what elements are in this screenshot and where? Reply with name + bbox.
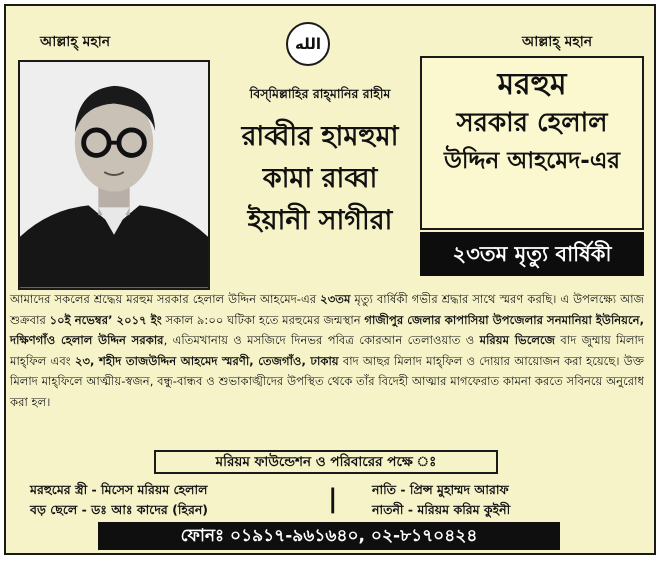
allah-emblem-icon bbox=[286, 22, 330, 66]
family-separator: | bbox=[328, 484, 338, 514]
family-left-column bbox=[30, 480, 208, 520]
body-segment: সকাল ৯:০০ ঘটিকা হতে মরহুমের জন্মস্থান bbox=[161, 312, 365, 327]
announcement-paragraph bbox=[10, 289, 644, 413]
portrait-photo bbox=[18, 60, 210, 290]
body-segment: , এতিমখানায় ও মসজিদে দিনভর পবিত্র কোরআন তেলাওয়াত ও bbox=[163, 333, 480, 348]
wife-line: মরহুমের স্ত্রী - মিসেস মরিয়ম হেলাল bbox=[30, 482, 208, 497]
title-line-1: মরহুম bbox=[497, 67, 567, 102]
bismillah-text: বিস্‌মিল্লাহির রাহ্‌মানির রাহীম bbox=[249, 86, 391, 101]
prayer-line-1: রাব্বীর হামহুমা bbox=[241, 121, 399, 152]
body-bold-segment: ২৩, শহীদ তাজউদ্দিন আহমেদ স্মরণী, তেজগাঁও, ঢাকায় bbox=[74, 353, 339, 368]
granddaughter-line: নাতনী - মরিয়ম করিম কুইনী bbox=[372, 502, 511, 517]
svg-text:الله: الله bbox=[295, 35, 321, 53]
grandson-line: নাতি - প্রিন্স মুহাম্মদ আরাফ bbox=[372, 482, 509, 497]
body-segment: বাদ জুম্মায় মিলাদ মাহ্‌ফিল এবং bbox=[10, 333, 644, 368]
body-segment: বাদ আছর মিলাদ মাহ্‌ফিল ও দোয়ার আয়োজন করা হয়েছে। উক্ত মিলাদ মাহ্‌ফিলে আত্মীয়-স্বজন, বন্ধু-বান্ধব ও শুভাকাঙ্খীদের উপস্থিত থেকে তাঁর বিদেহী আত্মার মাগফেরাত কামনা করতে সবিনয়ে অনুরোধ করা হল। bbox=[10, 353, 644, 409]
body-bold-segment: ২৩তম bbox=[320, 292, 351, 306]
body-bold-segment: ১০ই নভেম্বর’ ২০১৭ ইং bbox=[49, 312, 162, 327]
body-bold-segment: মরিয়ম ভিলেজে bbox=[479, 333, 556, 348]
prayer-line-2: কামা রাব্বা bbox=[262, 163, 378, 194]
phone-banner: ফোনঃ ০১৯১৭-৯৬১৬৪০, ০২-৮১৭০৪২৪ bbox=[98, 522, 560, 550]
son-line: বড় ছেলে - ডঃ আঃ কাদের (হিরন) bbox=[30, 502, 209, 517]
body-segment: মৃত্যু বার্ষিকী গভীর শ্রদ্ধার সাথে স্মরণ করছি। এ উপলক্ষ্যে আজ শুক্রবার bbox=[10, 292, 644, 327]
allah-mahan-left-label: আল্লাহ্ মহান bbox=[40, 34, 111, 50]
prayer-text bbox=[218, 116, 422, 242]
prayer-line-3: ইয়ানী সাগীরা bbox=[247, 205, 393, 236]
anniversary-banner: ২৩তম মৃত্যু বার্ষিকী bbox=[420, 232, 644, 276]
body-segment: আমাদের সকলের শ্রদ্ধেয় মরহুম সরকার হেলাল উদ্দিন আহমেদ-এর bbox=[10, 292, 321, 306]
foundation-label: মরিয়ম ফাউন্ডেশন ও পরিবারের পক্ষে ঃ bbox=[154, 450, 498, 474]
allah-mahan-right-label: আল্লাহ্ মহান bbox=[522, 34, 593, 50]
family-right-column bbox=[372, 480, 510, 520]
title-line-2: সরকার হেলাল bbox=[456, 108, 608, 138]
title-line-3: উদ্দিন আহমেদ-এর bbox=[444, 148, 620, 174]
body-bold-segment: গাজীপুর জেলার কাপাসিয়া উপজেলার সনমানিয়া ইউনিয়নে, দক্ষিণগাঁও হেলাল উদ্দিন সরকার bbox=[10, 312, 644, 348]
deceased-name-box bbox=[420, 56, 644, 230]
